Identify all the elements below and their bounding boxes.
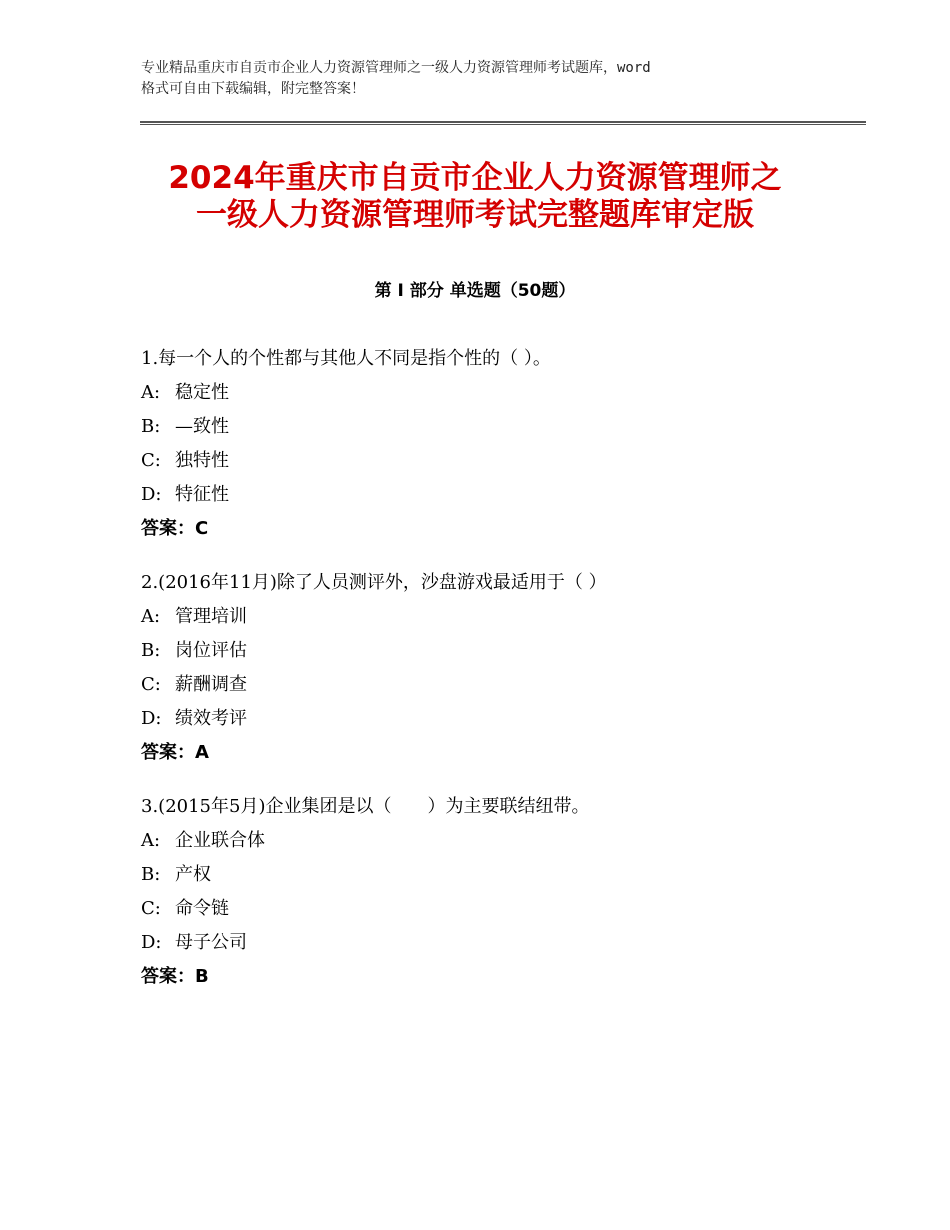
answer-line: 答案：C [141,518,209,539]
option-text: 薪酬调查 [175,674,247,695]
question-item [141,342,861,546]
header-note [141,58,821,100]
option-letter: B: [141,416,161,437]
option-text: 命令链 [175,898,229,919]
option-text: 独特性 [175,450,229,471]
header-divider-thick [140,121,866,123]
option-text: 稳定性 [175,382,229,403]
option-d [141,926,861,960]
option-b [141,858,861,892]
option-d [141,702,861,736]
document-title-line-2: 一级人力资源管理师考试完整题库审定版 [196,197,754,233]
option-letter: D: [141,708,162,729]
option-text: 管理培训 [175,606,247,627]
option-letter: C: [141,450,161,471]
option-letter: D: [141,484,162,505]
option-letter: D: [141,932,162,953]
header-divider-thin [140,124,866,125]
question-stem: 2.(2016年11月)除了人员测评外，沙盘游戏最适用于（ ） [141,572,607,593]
option-letter: B: [141,864,161,885]
header-divider [140,121,866,125]
option-c [141,892,861,926]
option-a [141,824,861,858]
question-list [141,342,861,1014]
option-text: 母子公司 [175,932,247,953]
document-title-line-1: 2024年重庆市自贡市企业人力资源管理师之 [168,160,782,196]
option-letter: A: [141,606,161,627]
option-text: 岗位评估 [175,640,247,661]
option-letter: B: [141,640,161,661]
option-letter: C: [141,898,161,919]
option-text: —致性 [175,416,229,437]
option-text: 产权 [175,864,211,885]
option-letter: C: [141,674,161,695]
question-item [141,790,861,994]
document-title [110,160,840,234]
question-stem: 3.(2015年5月)企业集团是以（ ）为主要联结纽带。 [141,796,590,817]
option-b [141,410,861,444]
option-text: 绩效考评 [175,708,247,729]
question-stem: 1.每一个人的个性都与其他人不同是指个性的（ ）。 [141,348,551,369]
option-text: 特征性 [175,484,229,505]
section-heading: 第 I 部分 单选题（50题） [374,281,576,301]
answer-line: 答案：B [141,966,209,987]
header-note-line-1: 专业精品重庆市自贡市企业人力资源管理师之一级人力资源管理师考试题库，word [141,60,651,76]
option-text: 企业联合体 [175,830,265,851]
option-c [141,444,861,478]
option-b [141,634,861,668]
answer-line: 答案：A [141,742,209,763]
option-a [141,600,861,634]
option-d [141,478,861,512]
question-item [141,566,861,770]
option-letter: A: [141,382,161,403]
option-c [141,668,861,702]
option-a [141,376,861,410]
option-letter: A: [141,830,161,851]
header-note-line-2: 格式可自由下载编辑，附完整答案！ [141,81,365,97]
